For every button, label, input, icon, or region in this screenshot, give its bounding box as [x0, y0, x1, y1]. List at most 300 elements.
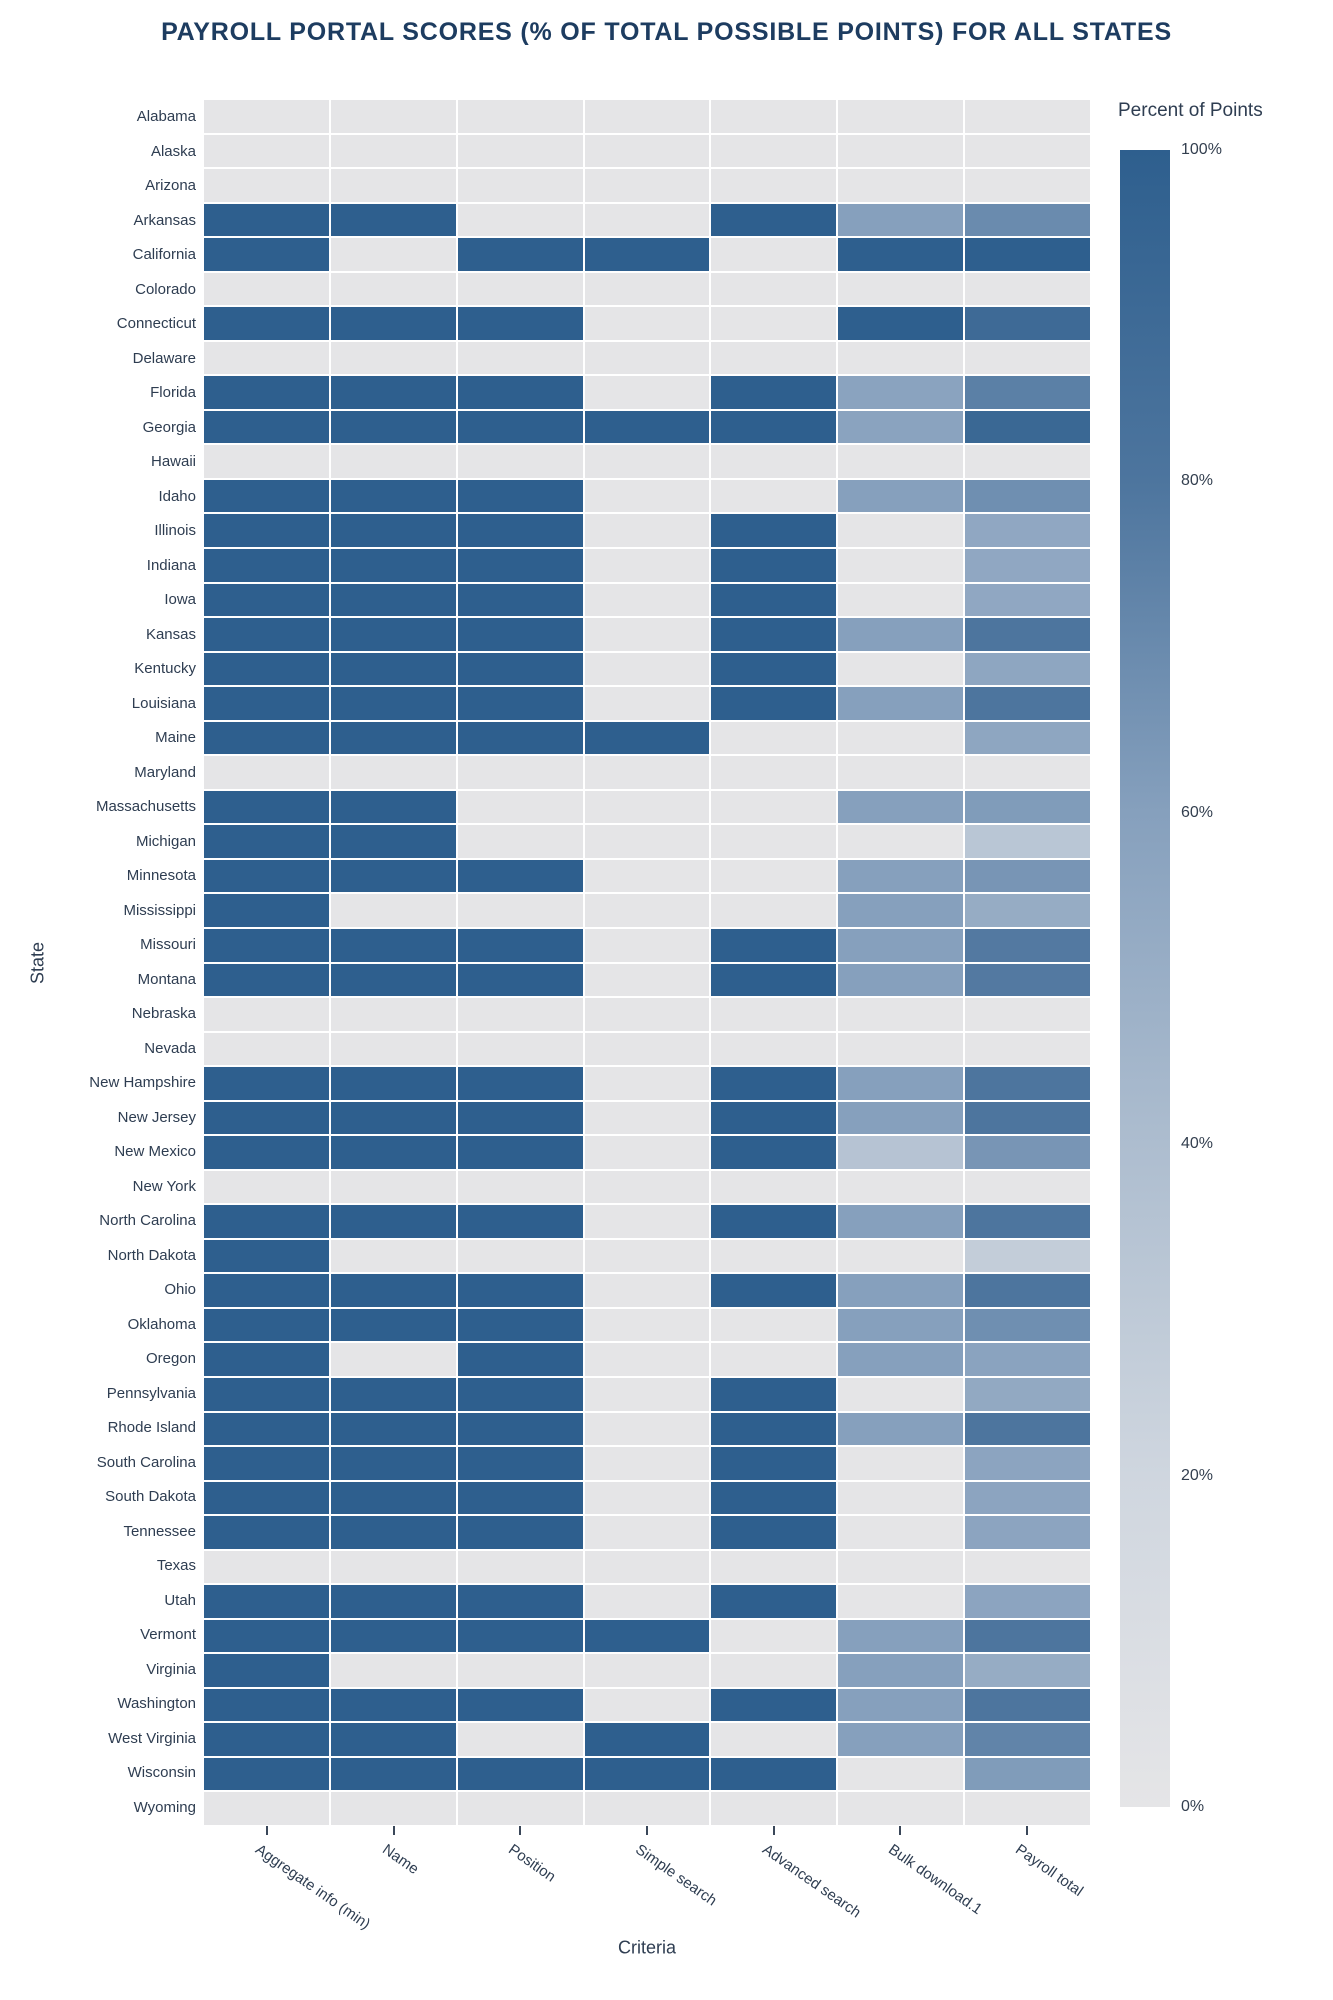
heatmap-cell	[458, 1205, 583, 1238]
heatmap-cell	[204, 1309, 329, 1342]
heatmap-cell	[838, 342, 963, 375]
heatmap-cell	[204, 1102, 329, 1135]
heatmap-cell	[204, 1205, 329, 1238]
heatmap-cell	[331, 1447, 456, 1480]
heatmap-cell	[331, 342, 456, 375]
heatmap-cell	[838, 376, 963, 409]
heatmap-cell	[204, 1654, 329, 1687]
heatmap-cell	[711, 1413, 836, 1446]
heatmap-cell	[585, 549, 710, 582]
y-axis-label: Texas	[156, 1557, 196, 1574]
heatmap-cell	[458, 238, 583, 271]
heatmap-cell	[331, 1413, 456, 1446]
legend-tick-label: 40%	[1181, 1135, 1214, 1153]
heatmap-cell	[965, 998, 1090, 1031]
legend-tick-label: 60%	[1181, 803, 1214, 821]
heatmap-cell	[331, 307, 456, 340]
heatmap-cell	[965, 1378, 1090, 1411]
y-axis-label: Massachusetts	[95, 798, 196, 815]
heatmap-cell	[204, 1620, 329, 1653]
heatmap-cell	[965, 445, 1090, 478]
heatmap-cell	[331, 1136, 456, 1169]
x-axis-label: Position	[505, 1841, 560, 1886]
heatmap-cell	[331, 1067, 456, 1100]
heatmap-cell	[204, 1033, 329, 1066]
heatmap-cell	[204, 1689, 329, 1722]
heatmap-cell	[711, 791, 836, 824]
y-axis-label: Colorado	[135, 280, 196, 298]
y-axis-label: Arizona	[145, 177, 196, 194]
heatmap-cell	[585, 584, 710, 617]
heatmap-cell	[711, 1274, 836, 1307]
heatmap-cell	[838, 1758, 963, 1791]
heatmap-cell	[838, 618, 963, 651]
heatmap-cell	[965, 135, 1090, 168]
heatmap-cell	[711, 549, 836, 582]
heatmap-cell	[331, 169, 456, 202]
heatmap-cell	[204, 687, 329, 720]
heatmap-cell	[585, 307, 710, 340]
heatmap-cell	[331, 238, 456, 271]
heatmap-cell	[204, 514, 329, 547]
heatmap-cell	[204, 1758, 329, 1791]
heatmap-cell	[585, 1792, 710, 1825]
x-axis-label: Bulk download.1	[885, 1841, 986, 1919]
heatmap-cell	[331, 1689, 456, 1722]
heatmap-cell	[458, 376, 583, 409]
heatmap-cell	[711, 998, 836, 1031]
y-axis-label: Nevada	[144, 1039, 196, 1057]
heatmap-cell	[585, 1240, 710, 1273]
heatmap-cell	[838, 514, 963, 547]
heatmap-cell	[458, 1689, 583, 1722]
heatmap-cell	[331, 1516, 456, 1549]
heatmap-cell	[458, 1136, 583, 1169]
heatmap-cell	[965, 307, 1090, 340]
heatmap-cell	[204, 1171, 329, 1204]
heatmap-cell	[204, 135, 329, 168]
heatmap-cell	[838, 964, 963, 997]
heatmap-cell	[965, 169, 1090, 202]
y-axis-label: Vermont	[140, 1626, 196, 1643]
heatmap-cell	[204, 1378, 329, 1411]
y-axis-label: Wyoming	[133, 1798, 196, 1816]
heatmap-cell	[965, 514, 1090, 547]
heatmap-cell	[585, 100, 710, 133]
heatmap-cell	[585, 1620, 710, 1653]
heatmap-cell	[331, 1205, 456, 1238]
heatmap-cell	[331, 514, 456, 547]
y-axis-label: Kentucky	[134, 660, 196, 677]
y-axis-label: Oklahoma	[127, 1315, 196, 1333]
heatmap-cell	[204, 929, 329, 962]
heatmap-cell	[331, 1102, 456, 1135]
heatmap-cell	[838, 1343, 963, 1376]
heatmap-cell	[331, 376, 456, 409]
heatmap-cell	[965, 1516, 1090, 1549]
heatmap-cell	[458, 135, 583, 168]
y-axis-label: Kansas	[145, 625, 196, 643]
heatmap-cell	[711, 1654, 836, 1687]
heatmap-cell	[965, 894, 1090, 927]
heatmap-cell	[331, 964, 456, 997]
y-axis-label: Rhode Island	[107, 1419, 196, 1436]
heatmap-cell	[838, 653, 963, 686]
heatmap-cell	[585, 1551, 710, 1584]
heatmap-cell	[331, 1274, 456, 1307]
heatmap-cell	[711, 1309, 836, 1342]
y-axis-label: Alabama	[136, 108, 196, 125]
heatmap-cell	[204, 825, 329, 858]
heatmap-cell	[838, 1516, 963, 1549]
heatmap-cell	[965, 1102, 1090, 1135]
heatmap-cell	[204, 1447, 329, 1480]
heatmap-cell	[965, 480, 1090, 513]
heatmap-cell	[458, 964, 583, 997]
heatmap-cell	[458, 791, 583, 824]
heatmap-cell	[965, 1033, 1090, 1066]
heatmap-cell	[838, 549, 963, 582]
heatmap-cell	[711, 1758, 836, 1791]
heatmap-cell	[711, 307, 836, 340]
heatmap-cell	[204, 1551, 329, 1584]
heatmap-cell	[711, 584, 836, 617]
heatmap-cell	[965, 1654, 1090, 1687]
heatmap-cell	[331, 411, 456, 444]
heatmap-cell	[711, 1378, 836, 1411]
y-axis-label: Montana	[137, 970, 196, 988]
heatmap-cell	[458, 860, 583, 893]
x-axis-tick	[899, 1826, 901, 1835]
x-axis-tick	[1026, 1826, 1028, 1835]
heatmap-cell	[711, 1067, 836, 1100]
heatmap-cell	[711, 1620, 836, 1653]
heatmap-cell	[331, 1482, 456, 1515]
heatmap-cell	[585, 1309, 710, 1342]
heatmap-cell	[331, 1551, 456, 1584]
heatmap-cell	[711, 1171, 836, 1204]
heatmap-cell	[838, 1482, 963, 1515]
heatmap-cell	[965, 1447, 1090, 1480]
heatmap-cell	[585, 1171, 710, 1204]
heatmap-cell	[458, 1482, 583, 1515]
heatmap-cell	[204, 1723, 329, 1756]
heatmap-cell	[204, 584, 329, 617]
heatmap-cell	[965, 687, 1090, 720]
heatmap-cell	[585, 411, 710, 444]
heatmap-cell	[585, 1102, 710, 1135]
heatmap-cell	[458, 1171, 583, 1204]
y-axis-label: Arkansas	[133, 211, 196, 229]
y-axis-title: State	[27, 941, 48, 985]
heatmap-cell	[711, 1689, 836, 1722]
heatmap-cell	[458, 1033, 583, 1066]
heatmap-cell	[711, 514, 836, 547]
heatmap-cell	[458, 894, 583, 927]
y-axis-label: Wisconsin	[127, 1764, 196, 1781]
heatmap-cell	[838, 1102, 963, 1135]
x-axis-label: Payroll total	[1011, 1841, 1086, 1900]
heatmap-cell	[585, 1413, 710, 1446]
heatmap-cell	[838, 1413, 963, 1446]
heatmap-cell	[838, 1205, 963, 1238]
heatmap-cell	[204, 791, 329, 824]
heatmap-cell	[204, 894, 329, 927]
heatmap-cell	[331, 1309, 456, 1342]
heatmap-cell	[711, 135, 836, 168]
y-axis-label: Delaware	[132, 349, 196, 367]
legend-tick-label: 0%	[1181, 1798, 1205, 1815]
heatmap-cell	[965, 618, 1090, 651]
heatmap-cell	[331, 860, 456, 893]
heatmap-cell	[585, 1758, 710, 1791]
x-axis-label: Name	[379, 1841, 422, 1878]
heatmap-cell	[711, 929, 836, 962]
heatmap-cell	[204, 480, 329, 513]
y-axis-label: South Carolina	[96, 1453, 196, 1471]
heatmap-cell	[585, 687, 710, 720]
heatmap-cell	[331, 1620, 456, 1653]
x-axis-tick	[773, 1826, 775, 1835]
heatmap-cell	[838, 1551, 963, 1584]
heatmap-cell	[458, 549, 583, 582]
heatmap-cell	[458, 1067, 583, 1100]
heatmap-cell	[204, 1067, 329, 1100]
y-axis-label: Connecticut	[116, 315, 196, 332]
x-axis-tick	[519, 1826, 521, 1835]
heatmap-cell	[458, 1620, 583, 1653]
heatmap-cell	[585, 756, 710, 789]
heatmap-cell	[458, 1654, 583, 1687]
heatmap-cell	[838, 1033, 963, 1066]
heatmap-cell	[331, 1171, 456, 1204]
y-axis-label: West Virginia	[108, 1729, 196, 1747]
heatmap-cell	[838, 1654, 963, 1687]
heatmap-cell	[838, 169, 963, 202]
heatmap-cell	[711, 238, 836, 271]
heatmap-cell	[965, 1171, 1090, 1204]
heatmap-cell	[204, 1516, 329, 1549]
heatmap-cell	[711, 618, 836, 651]
heatmap-cell	[965, 1482, 1090, 1515]
y-axis-label: California	[132, 246, 196, 263]
y-axis-label: Maine	[155, 729, 196, 746]
heatmap-cell	[965, 756, 1090, 789]
heatmap-cell	[965, 1067, 1090, 1100]
heatmap-cell	[711, 273, 836, 306]
heatmap-cell	[585, 825, 710, 858]
heatmap-cell	[585, 238, 710, 271]
heatmap-cell	[331, 687, 456, 720]
heatmap-cell	[838, 480, 963, 513]
heatmap-cell	[458, 1723, 583, 1756]
heatmap-cell	[458, 825, 583, 858]
heatmap-cell	[965, 549, 1090, 582]
heatmap-cell	[585, 1516, 710, 1549]
heatmap-cell	[711, 100, 836, 133]
heatmap-cell	[585, 860, 710, 893]
heatmap-cell	[458, 756, 583, 789]
heatmap-cell	[965, 1205, 1090, 1238]
heatmap-cell	[965, 1723, 1090, 1756]
heatmap-cell	[585, 169, 710, 202]
heatmap-cell	[204, 618, 329, 651]
heatmap-cell	[458, 1792, 583, 1825]
heatmap-cell	[838, 1689, 963, 1722]
heatmap-cell	[711, 722, 836, 755]
heatmap-cell	[838, 860, 963, 893]
heatmap-cell	[965, 722, 1090, 755]
heatmap-cell	[585, 480, 710, 513]
heatmap-cell	[204, 411, 329, 444]
y-axis-label: New Hampshire	[89, 1074, 196, 1091]
heatmap-cell	[331, 1033, 456, 1066]
heatmap-cell	[965, 964, 1090, 997]
heatmap-cell	[585, 722, 710, 755]
heatmap-cell	[965, 653, 1090, 686]
heatmap-cell	[711, 445, 836, 478]
heatmap-cell	[458, 307, 583, 340]
heatmap-cell	[331, 135, 456, 168]
heatmap-cell	[585, 204, 710, 237]
heatmap-cell	[331, 273, 456, 306]
heatmap-cell	[204, 1136, 329, 1169]
heatmap-cell	[331, 894, 456, 927]
x-axis-label: Aggregate info (min)	[252, 1841, 374, 1933]
heatmap-cell	[585, 1274, 710, 1307]
heatmap-cell	[331, 549, 456, 582]
heatmap-cell	[711, 376, 836, 409]
heatmap-cell	[585, 894, 710, 927]
heatmap-cell	[965, 860, 1090, 893]
heatmap-cell	[838, 1240, 963, 1273]
heatmap-cell	[965, 1343, 1090, 1376]
x-axis-label: Advanced search	[758, 1841, 864, 1922]
heatmap-cell	[331, 1758, 456, 1791]
heatmap-cell	[838, 411, 963, 444]
y-axis-label: Ohio	[164, 1281, 196, 1298]
legend-colorbar	[1120, 150, 1170, 1807]
y-axis-label: New Jersey	[117, 1108, 196, 1126]
y-axis-label: Georgia	[142, 418, 196, 436]
heatmap-cell	[965, 1274, 1090, 1307]
heatmap-cell	[838, 998, 963, 1031]
heatmap-cell	[585, 1033, 710, 1066]
heatmap-cell	[711, 825, 836, 858]
heatmap-cell	[204, 1413, 329, 1446]
heatmap-cell	[838, 584, 963, 617]
heatmap-cell	[838, 1447, 963, 1480]
heatmap-cell	[711, 1585, 836, 1618]
heatmap-cell	[458, 204, 583, 237]
heatmap-grid	[204, 100, 1090, 1825]
y-axis-label: New York	[132, 1177, 196, 1195]
heatmap-cell	[458, 1758, 583, 1791]
heatmap-cell	[585, 514, 710, 547]
heatmap-cell	[204, 445, 329, 478]
heatmap-cell	[711, 1792, 836, 1825]
heatmap-cell	[711, 1136, 836, 1169]
heatmap-cell	[458, 1378, 583, 1411]
heatmap-cell	[458, 1309, 583, 1342]
heatmap-cell	[711, 1102, 836, 1135]
heatmap-cell	[585, 1447, 710, 1480]
heatmap-cell	[711, 480, 836, 513]
heatmap-cell	[331, 756, 456, 789]
heatmap-cell	[458, 100, 583, 133]
y-axis-label: Idaho	[158, 487, 196, 505]
heatmap-cell	[838, 1274, 963, 1307]
heatmap-cell	[458, 1551, 583, 1584]
heatmap-cell	[585, 1378, 710, 1411]
heatmap-cell	[965, 1136, 1090, 1169]
heatmap-cell	[965, 411, 1090, 444]
heatmap-cell	[711, 1205, 836, 1238]
heatmap-cell	[585, 1067, 710, 1100]
y-axis-label: Pennsylvania	[106, 1384, 196, 1402]
heatmap-cell	[204, 307, 329, 340]
heatmap-cell	[458, 1585, 583, 1618]
y-axis-label: Missouri	[140, 936, 196, 953]
heatmap-cell	[458, 445, 583, 478]
heatmap-cell	[838, 204, 963, 237]
heatmap-cell	[965, 204, 1090, 237]
heatmap-cell	[585, 376, 710, 409]
heatmap-cell	[204, 342, 329, 375]
heatmap-cell	[711, 1516, 836, 1549]
heatmap-cell	[331, 722, 456, 755]
heatmap-cell	[458, 273, 583, 306]
x-axis-tick	[646, 1826, 648, 1835]
heatmap-cell	[204, 998, 329, 1031]
heatmap-cell	[965, 100, 1090, 133]
y-axis-label: Tennessee	[123, 1522, 196, 1540]
y-axis-label: South Dakota	[105, 1488, 196, 1505]
y-axis-label: Louisiana	[131, 694, 196, 712]
heatmap-cell	[331, 445, 456, 478]
heatmap-cell	[585, 791, 710, 824]
y-axis-label: Mississippi	[123, 901, 196, 919]
heatmap-cell	[204, 653, 329, 686]
heatmap-cell	[585, 998, 710, 1031]
heatmap-cell	[331, 480, 456, 513]
heatmap-cell	[965, 1309, 1090, 1342]
heatmap-cell	[331, 1654, 456, 1687]
heatmap-cell	[838, 1585, 963, 1618]
y-axis-label: Oregon	[145, 1350, 196, 1367]
heatmap-cell	[204, 756, 329, 789]
heatmap-cell	[458, 342, 583, 375]
heatmap-cell	[331, 825, 456, 858]
y-axis-label: Minnesota	[126, 867, 196, 884]
heatmap-cell	[458, 687, 583, 720]
heatmap-cell	[585, 929, 710, 962]
heatmap-cell	[838, 307, 963, 340]
heatmap-cell	[965, 584, 1090, 617]
heatmap-cell	[331, 1378, 456, 1411]
heatmap-cell	[585, 1482, 710, 1515]
heatmap-cell	[838, 1067, 963, 1100]
heatmap-cell	[965, 342, 1090, 375]
y-axis-label: Maryland	[134, 763, 196, 781]
heatmap-cell	[711, 1447, 836, 1480]
x-axis-label: Simple search	[632, 1841, 720, 1910]
legend-title: Percent of Points	[1118, 100, 1263, 121]
heatmap-cell	[965, 1240, 1090, 1273]
heatmap-cell	[204, 860, 329, 893]
y-axis-label: Iowa	[164, 591, 196, 608]
y-axis-label: Washington	[117, 1695, 196, 1712]
